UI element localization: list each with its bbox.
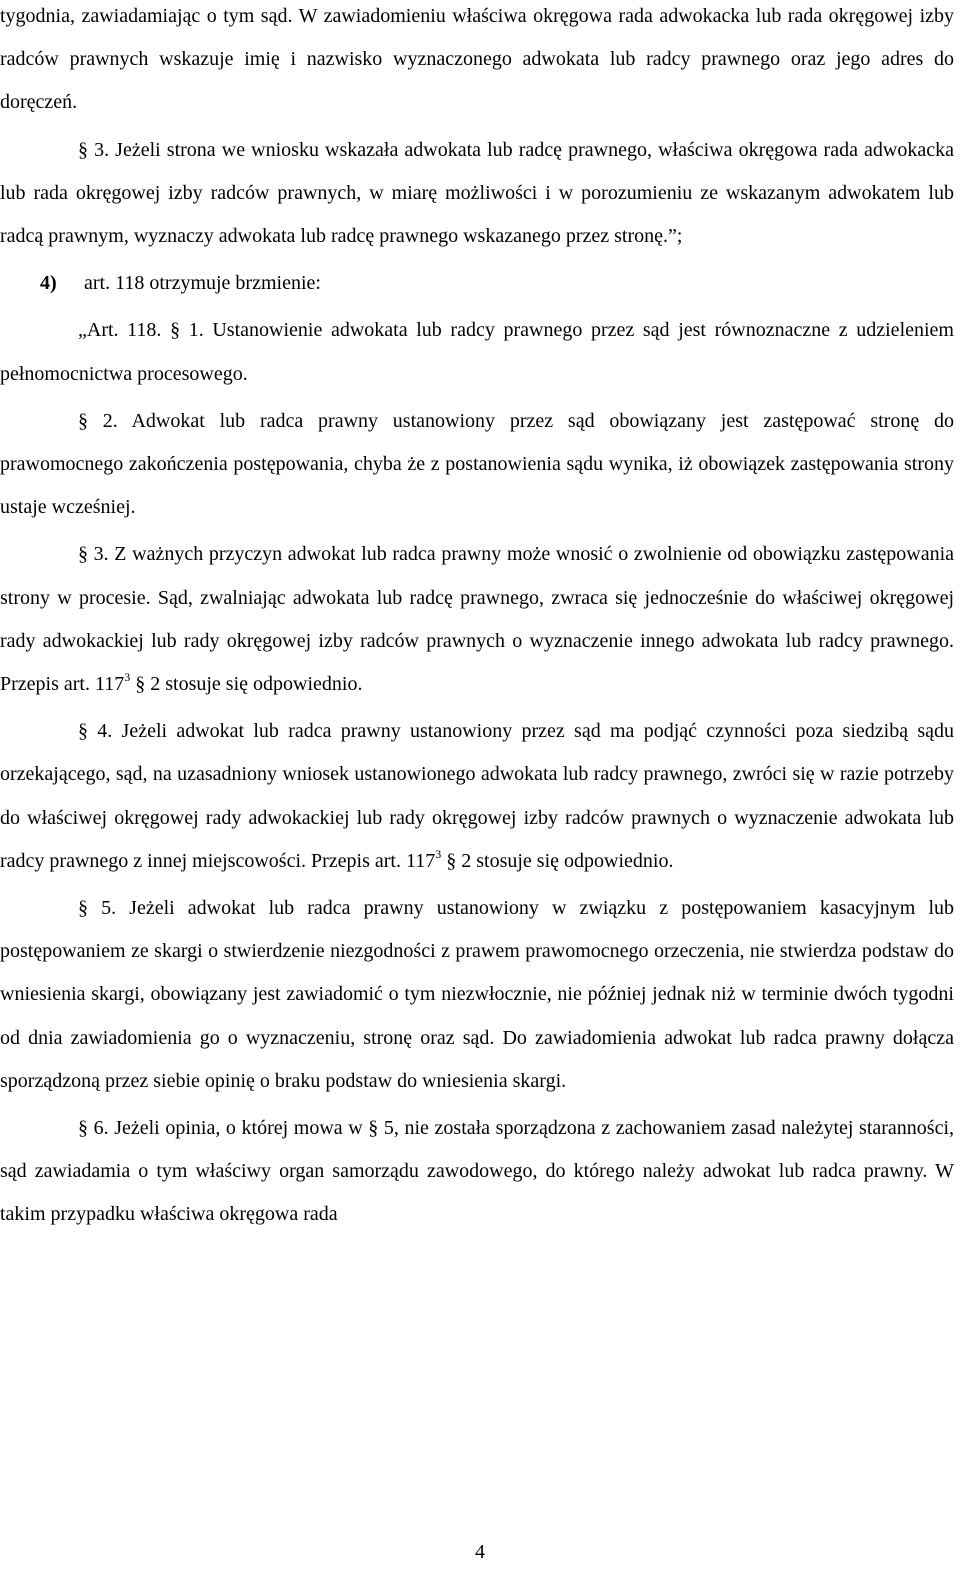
paragraph-art-118-section-5: § 5. Jeżeli adwokat lub radca prawny ustanowiony w związku z postępowaniem kasacyjnym lub postępowaniem ze skargi o stwierdzenie niezgodności z prawem prawomocnego orzeczenia, nie stwierdza podstaw do wniesienia skargi, obowiązany jest zawiadomić o tym niezwłocznie, nie później jednak niż w terminie dwóch tygodni od dnia zawiadomienia go o wyznaczeniu, stronę oraz sąd. Do zawiadomienia adwokat lub radca prawny dołącza sporządzoną przez siebie opinię o braku podstaw do wniesienia skargi. <box>0 897 954 1092</box>
superscript: 3 <box>124 670 131 685</box>
list-item-number: 4) <box>40 272 57 295</box>
paragraph-art-118-section-3 <box>0 533 954 706</box>
list-item-text: art. 118 otrzymuje brzmienie: <box>84 272 321 295</box>
paragraph-text: § 3. Z ważnych przyczyn adwokat lub radca prawny może wnosić o zwolnienie od obowiązku zastępowania strony w procesie. Sąd, zwalniając adwokata lub radcę prawnego, zwraca się jednocześnie do właściwej okręgowej rady adwokackiej lub rady okręgowej izby radców prawnych o wyznaczenie innego adwokata lub radcy prawnego. Przepis art. 117 <box>0 543 954 696</box>
paragraph-section-3: § 3. Jeżeli strona we wniosku wskazała adwokata lub radcę prawnego, właściwa okręgowa rada adwokacka lub rada okręgowej izby radców prawnych, w miarę możliwości i w porozumieniu ze wskazanym adwokatem lub radcą prawnym, wyznaczy adwokata lub radcę prawnego wskazanego przez stronę.”; <box>0 138 954 248</box>
paragraph-text: § 2 stosuje się odpowiednio. <box>130 673 363 696</box>
superscript: 3 <box>435 846 442 861</box>
paragraph-art-118-section-4 <box>0 710 954 883</box>
page-number: 4 <box>475 1541 485 1563</box>
list-item-4 <box>0 262 954 305</box>
paragraph-text: § 2 stosuje się odpowiednio. <box>441 849 674 872</box>
paragraph-continuation: tygodnia, zawiadamiając o tym sąd. W zawiadomieniu właściwa okręgowa rada adwokacka lub rada okręgowej izby radców prawnych wskazuje imię i nazwisko wyznaczonego adwokata lub radcy prawnego oraz jego adres do doręczeń. <box>0 5 954 114</box>
paragraph-art-118-section-2: § 2. Adwokat lub radca prawny ustanowiony przez sąd obowiązany jest zastępować stronę do prawomocnego zakończenia postępowania, chyba że z postanowienia sądu wynika, iż obowiązek zastępowania strony ustaje wcześniej. <box>0 409 954 519</box>
paragraph-text: § 4. Jeżeli adwokat lub radca prawny ustanowiony przez sąd ma podjąć czynności poza siedzibą sądu orzekającego, sąd, na uzasadniony wniosek ustanowionego adwokata lub radcy prawnego, zwróci się w razie potrzeby do właściwej okręgowej rady adwokackiej lub rady okręgowej izby radców prawnych o wyznaczenie adwokata lub radcy prawnego z innej miejscowości. Przepis art. 117 <box>0 720 954 872</box>
paragraph-art-118-section-1: „Art. 118. § 1. Ustanowienie adwokata lub radcy prawnego przez sąd jest równoznaczne z udzieleniem pełnomocnictwa procesowego. <box>0 319 954 385</box>
paragraph-art-118-section-6: § 6. Jeżeli opinia, o której mowa w § 5, nie została sporządzona z zachowaniem zasad należytej staranności, sąd zawiadamia o tym właściwy organ samorządu zawodowego, do którego należy adwokat lub radca prawny. W takim przypadku właściwa okręgowa rada <box>0 1117 954 1226</box>
